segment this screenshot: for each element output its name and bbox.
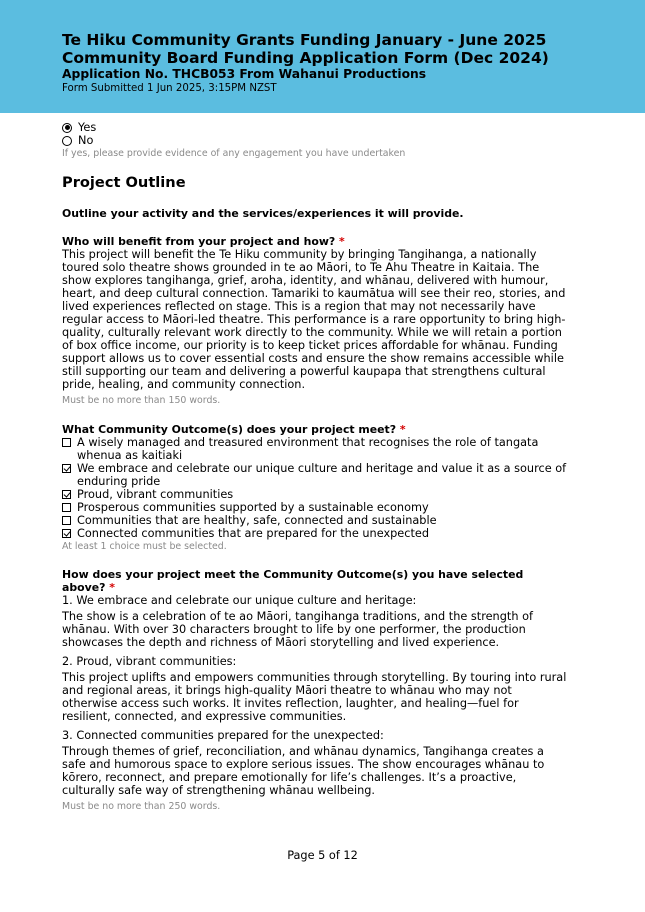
form-content xyxy=(62,121,568,813)
checkbox-checked-icon xyxy=(62,490,71,499)
checkbox-item[interactable] xyxy=(62,436,568,462)
radio-option-yes[interactable] xyxy=(62,121,568,134)
checkbox-item[interactable] xyxy=(62,488,568,501)
section-intro: Outline your activity and the services/experiences it will provide. xyxy=(62,207,464,220)
outcomes-checkbox-list xyxy=(62,436,568,540)
page-header xyxy=(0,0,645,113)
checkbox-item[interactable] xyxy=(62,514,568,527)
word-limit-hint: Must be no more than 250 words. xyxy=(62,801,221,812)
checkbox-item[interactable] xyxy=(62,462,568,488)
submitted-timestamp: Form Submitted 1 Jun 2025, 3:15PM NZST xyxy=(62,83,277,94)
question-text: How does your project meet the Community Outcome(s) you have selected above? xyxy=(62,568,524,594)
question-beneficiaries xyxy=(62,235,568,248)
form-title-line2: Community Board Funding Application Form (Dec 2024) xyxy=(62,49,549,67)
question-how-meet xyxy=(62,568,568,594)
section-title: Project Outline xyxy=(62,174,186,191)
question-outcomes xyxy=(62,423,568,436)
question-text: Who will benefit from your project and how? xyxy=(62,235,336,248)
checkbox-item[interactable] xyxy=(62,527,568,540)
engagement-hint: If yes, please provide evidence of any engagement you have undertaken xyxy=(62,148,406,159)
outcome-heading: 2. Proud, vibrant communities: xyxy=(62,655,237,668)
answer-beneficiaries: This project will benefit the Te Hiku community by bringing Tangihanga, a nationally toured solo theatre shows grounded in te ao Māori, to Te Ahu Theatre in Kaitaia. The show explores tangihanga, grief, aroha, identity, and whānau, delivered with humour, heart, and deep cultural connection. Tamariki to kaumātua will see their reo, stories, and lived experiences reflected on stage. This is a region that may not necessarily have regular access to Māori-led theatre. This performance is a rare opportunity to bring high-quality, culturally relevant work directly to the community. While we will retain a portion of box office income, our priority is to keep ticket prices affordable for whānau. Funding support allows us to cover essential costs and ensure the show remains accessible while still supporting our team and delivering a powerful kaupapa that strengthens cultural pride, healing, and community connection. xyxy=(62,248,566,391)
checkbox-label: A wisely managed and treasured environment that recognises the role of tangata whenua as kaitiaki xyxy=(77,436,539,462)
application-number: Application No. THCB053 From Wahanui Productions xyxy=(62,67,427,81)
required-marker: * xyxy=(109,581,115,594)
page-number: Page 5 of 12 xyxy=(287,849,358,862)
answer-how-meet xyxy=(62,594,568,797)
outcome-text: This project uplifts and empowers communities through storytelling. By touring into rural and regional areas, it brings high-quality Māori theatre to whānau who may not otherwise access such works. It invites reflection, laughter, and healing—fuel for resilient, connected, and expressive communities. xyxy=(62,671,567,723)
checkbox-unchecked-icon xyxy=(62,438,71,447)
checkbox-label: Connected communities that are prepared for the unexpected xyxy=(77,527,430,540)
outcome-text: Through themes of grief, reconciliation, and whānau dynamics, Tangihanga creates a safe and humorous space to explore serious issues. The show encourages whānau to kōrero, reconnect, and prepare emotionally for life’s challenges. It’s a proactive, culturally safe way of strengthening whānau wellbeing. xyxy=(62,745,545,797)
radio-selected-icon xyxy=(62,123,72,133)
engagement-radio-group xyxy=(62,121,568,160)
checkbox-label: Proud, vibrant communities xyxy=(77,488,234,501)
radio-unselected-icon xyxy=(62,136,72,146)
required-marker: * xyxy=(339,235,345,248)
checkbox-label: Prosperous communities supported by a sustainable economy xyxy=(77,501,429,514)
checkbox-unchecked-icon xyxy=(62,503,71,512)
checkbox-item[interactable] xyxy=(62,501,568,514)
choice-hint: At least 1 choice must be selected. xyxy=(62,541,227,552)
radio-option-no[interactable] xyxy=(62,134,568,147)
word-limit-hint: Must be no more than 150 words. xyxy=(62,395,221,406)
outcome-text: The show is a celebration of te ao Māori, tangihanga traditions, and the strength of whānau. With over 30 characters brought to life by one performer, the production showcases the depth and richness of Māori storytelling and lived experience. xyxy=(62,610,533,649)
required-marker: * xyxy=(399,423,406,436)
checkbox-label: We embrace and celebrate our unique culture and heritage and value it as a source of enduring pride xyxy=(77,462,567,488)
checkbox-unchecked-icon xyxy=(62,516,71,525)
radio-label: Yes xyxy=(78,121,97,134)
radio-label: No xyxy=(78,134,94,147)
checkbox-label: Communities that are healthy, safe, connected and sustainable xyxy=(77,514,437,527)
form-title-line1: Te Hiku Community Grants Funding January - June 2025 xyxy=(62,31,547,49)
checkbox-checked-icon xyxy=(62,464,71,473)
outcome-heading: 1. We embrace and celebrate our unique culture and heritage: xyxy=(62,594,417,607)
question-text: What Community Outcome(s) does your project meet? xyxy=(62,423,397,436)
outcome-heading: 3. Connected communities prepared for the unexpected: xyxy=(62,729,384,742)
checkbox-checked-icon xyxy=(62,529,71,538)
